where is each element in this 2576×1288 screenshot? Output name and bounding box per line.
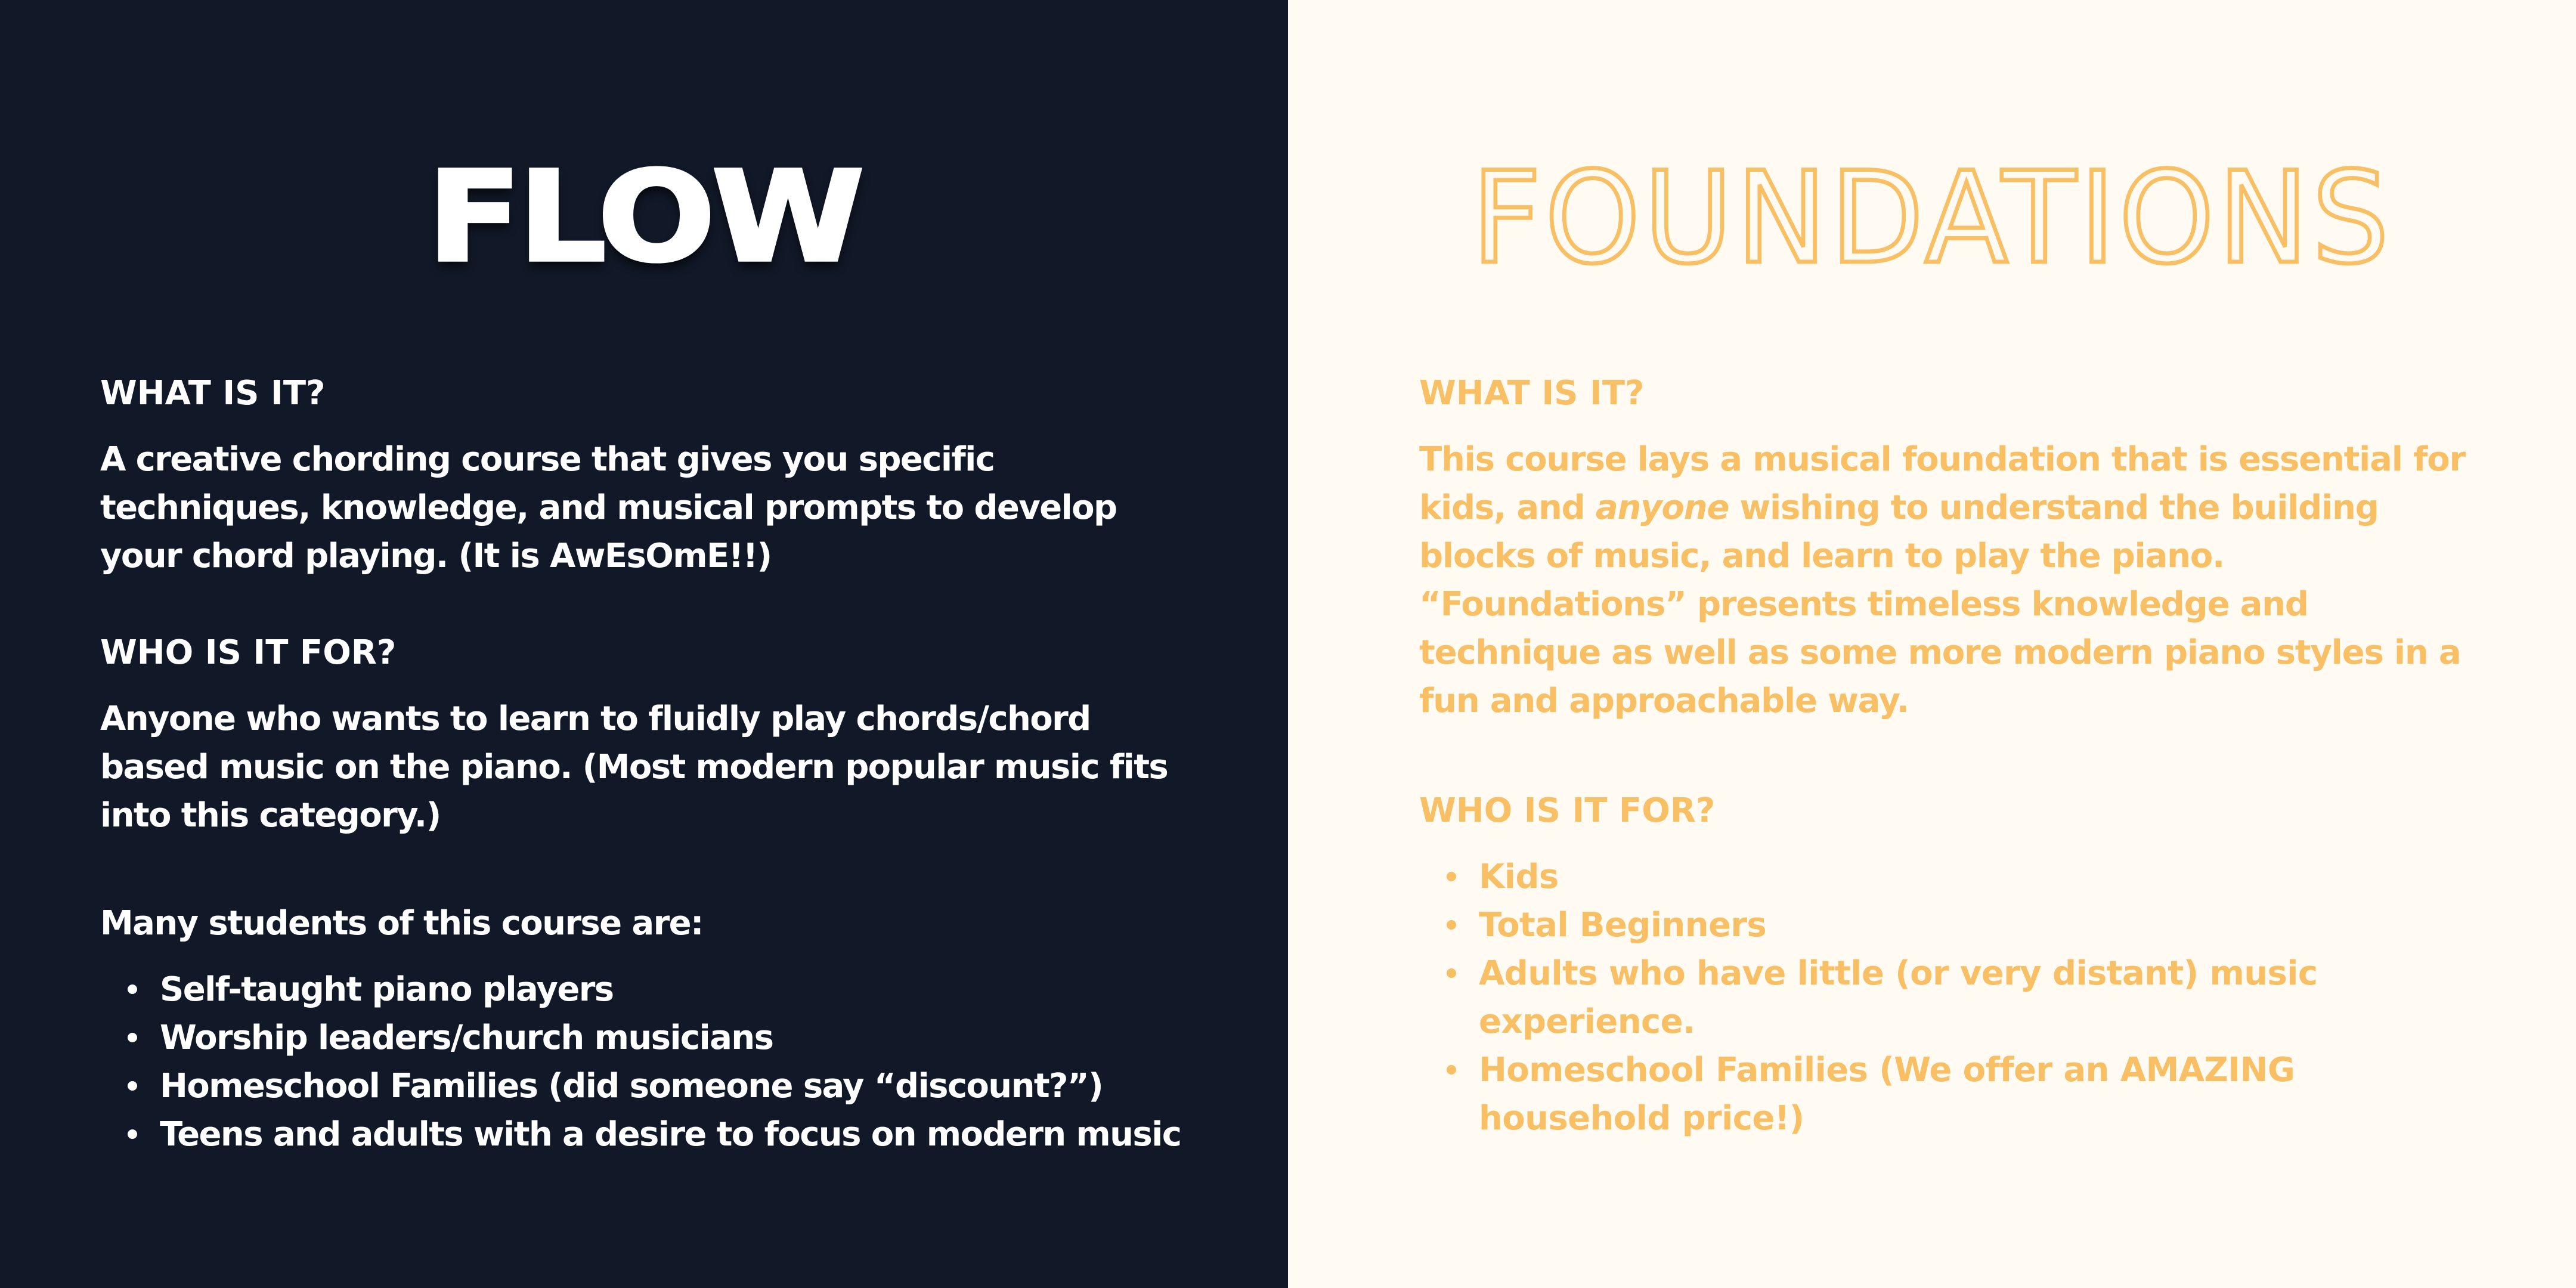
list-item [160, 965, 1188, 1014]
flow-students-list [100, 965, 1188, 1159]
foundations-who-heading: WHO IS IT FOR? [1419, 791, 1716, 830]
list-item-text: Adults who have little (or very distant) music experience. [1479, 954, 2318, 1041]
flow-what-description: A creative chording course that gives you specific techniques, knowledge, and musical prompts to develop your chord playing. (It is AwEsOmE!!) [100, 440, 1117, 575]
foundations-what-heading: WHAT IS IT? [1419, 374, 1645, 413]
foundations-audience-list [1419, 853, 2469, 1143]
list-item-text: Total Beginners [1479, 906, 1767, 945]
flow-title: FLOW [427, 144, 861, 290]
bullet-icon [1447, 920, 1456, 930]
list-item [1479, 853, 2469, 901]
foundations-panel [1288, 0, 2576, 1288]
foundations-what-emphasis: anyone [1595, 488, 1729, 527]
list-item-text: Teens and adults with a desire to focus on modern music [160, 1115, 1181, 1154]
bullet-icon [1447, 872, 1456, 881]
list-item [160, 1014, 1188, 1062]
list-item [160, 1062, 1188, 1110]
list-item-text: Kids [1479, 857, 1559, 896]
list-item-text: Homeschool Families (We offer an AMAZING household price!) [1479, 1051, 2295, 1138]
list-item [1479, 949, 2469, 1046]
list-item [160, 1110, 1188, 1159]
bullet-icon [128, 984, 137, 994]
bullet-icon [128, 1033, 137, 1042]
bullet-icon [1447, 968, 1456, 978]
flow-who-description: Anyone who wants to learn to fluidly play chords/chord based music on the piano. (Most modern popular music fits into this category.) [100, 699, 1168, 835]
list-item-text: Homeschool Families (did someone say “discount?”) [160, 1067, 1103, 1106]
flow-who-heading: WHO IS IT FOR? [100, 633, 397, 672]
bullet-icon [128, 1129, 137, 1139]
list-item [1479, 1046, 2469, 1143]
list-item-text: Self-taught piano players [160, 970, 614, 1009]
list-item [1479, 901, 2469, 949]
foundations-what-text-end: wishing to understand the building blocks of music, and learn to play the piano. “Foundations” presents timeless knowledge and technique as well as some more modern piano styles in a fun and approachable way. [1419, 488, 2461, 720]
foundations-content [1419, 370, 2469, 1143]
foundations-what-description [1419, 435, 2469, 725]
bullet-icon [1447, 1065, 1456, 1075]
flow-what-heading: WHAT IS IT? [100, 374, 326, 413]
foundations-title: FOUNDATIONS [1471, 144, 2393, 292]
foundations-what-text-start: This course lays a musical foundation that is essential for kids, and [1419, 440, 2465, 527]
flow-students-heading: Many students of this course are: [100, 904, 703, 943]
flow-content [100, 370, 1188, 1159]
bullet-icon [128, 1081, 137, 1091]
list-item-text: Worship leaders/church musicians [160, 1018, 773, 1057]
